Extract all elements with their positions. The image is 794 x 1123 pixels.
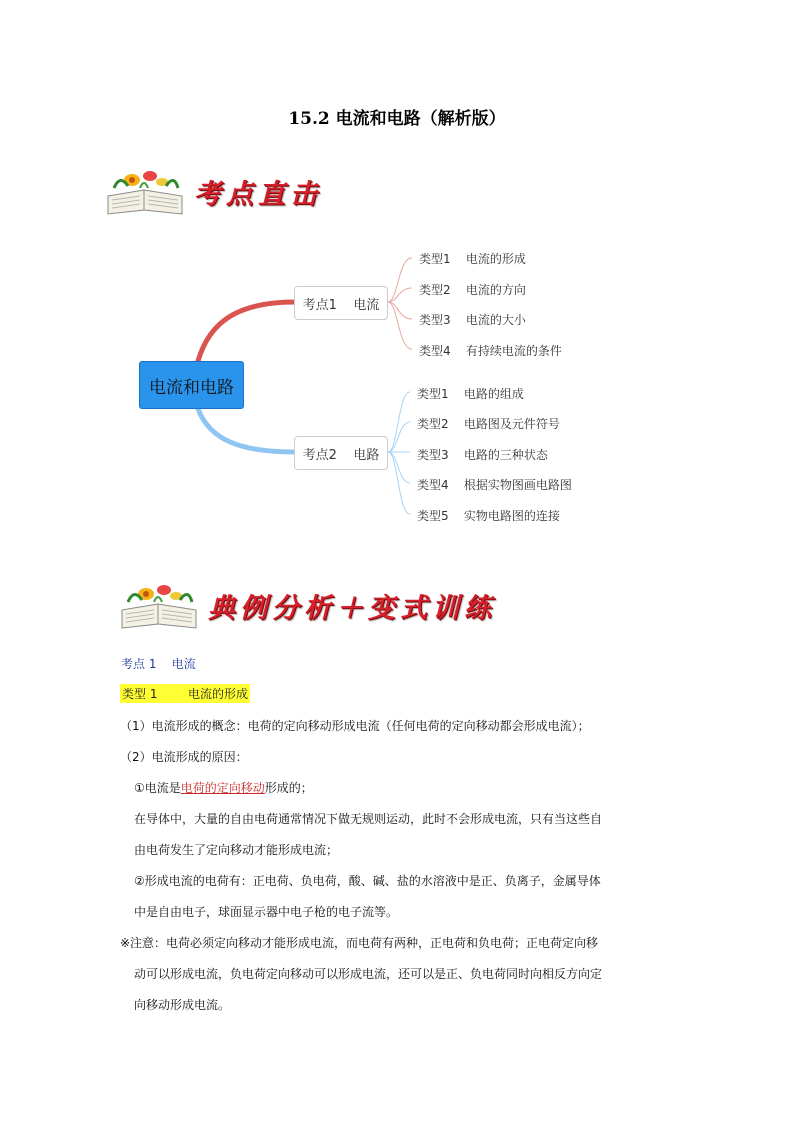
note-line-3: 向移动形成电流。 [134,998,231,1012]
highlighted-term: 电荷的定向移动 [180,781,265,795]
topic-circuit: 考点2 电路 [294,436,388,470]
text-segment: ①电流是 [134,781,181,795]
central-topic: 电流和电路 [139,361,244,409]
paragraph-conductor-line-2: 由电荷发生了定向移动才能形成电流； [134,843,339,857]
topic-current: 考点1 电流 [294,286,388,320]
leaf-circuit-type-2: 类型2 电路图及元件符号 [417,417,560,431]
paragraph-cause-1 [134,780,313,796]
type-heading: 类型 1 电流的形成 [120,684,250,703]
banner-title: 考点直击 [194,178,322,210]
leaf-current-type-2: 类型2 电流的方向 [419,283,526,297]
leaf-circuit-type-4: 类型4 根据实物图画电路图 [417,478,572,492]
paragraph-cause-heading: （2）电流形成的原因： [120,750,248,764]
mind-map-connectors [0,230,794,540]
section-banner-key-points [104,166,322,216]
text-segment: 形成的； [264,781,313,795]
paragraph-charges-line-1: ②形成电流的电荷有：正电荷、负电荷，酸、碱、盐的水溶液中是正、负离子，金属导体 [134,874,601,888]
leaf-circuit-type-5: 类型5 实物电路图的连接 [417,509,560,523]
key-point-heading: 考点 1 电流 [121,657,196,671]
mind-map [0,230,794,540]
page-title: 15.2 电流和电路（解析版） [288,109,506,129]
note-line-1: ※注意：电荷必须定向移动才能形成电流，而电荷有两种，正电荷和负电荷；正电荷定向移 [120,936,599,950]
paragraph-concept: （1）电流形成的概念：电荷的定向移动形成电流（任何电荷的定向移动都会形成电流）； [120,719,590,733]
section-banner-examples [118,580,496,630]
leaf-circuit-type-1: 类型1 电路的组成 [417,387,524,401]
paragraph-conductor-line-1: 在导体中，大量的自由电荷通常情况下做无规则运动，此时不会形成电流，只有当这些自 [134,812,603,826]
leaf-current-type-1: 类型1 电流的形成 [419,252,526,266]
leaf-circuit-type-3: 类型3 电路的三种状态 [417,448,548,462]
leaf-current-type-4: 类型4 有持续电流的条件 [419,344,562,358]
leaf-current-type-3: 类型3 电流的大小 [419,313,526,327]
note-line-2: 动可以形成电流，负电荷定向移动可以形成电流，还可以是正、负电荷同时向相反方向定 [134,967,603,981]
open-book-flowers-icon [118,580,200,630]
open-book-flowers-icon [104,166,186,216]
banner-title: 典例分析＋变式训练 [208,592,496,624]
paragraph-charges-line-2: 中是自由电子，球面显示器中电子枪的电子流等。 [134,905,399,919]
